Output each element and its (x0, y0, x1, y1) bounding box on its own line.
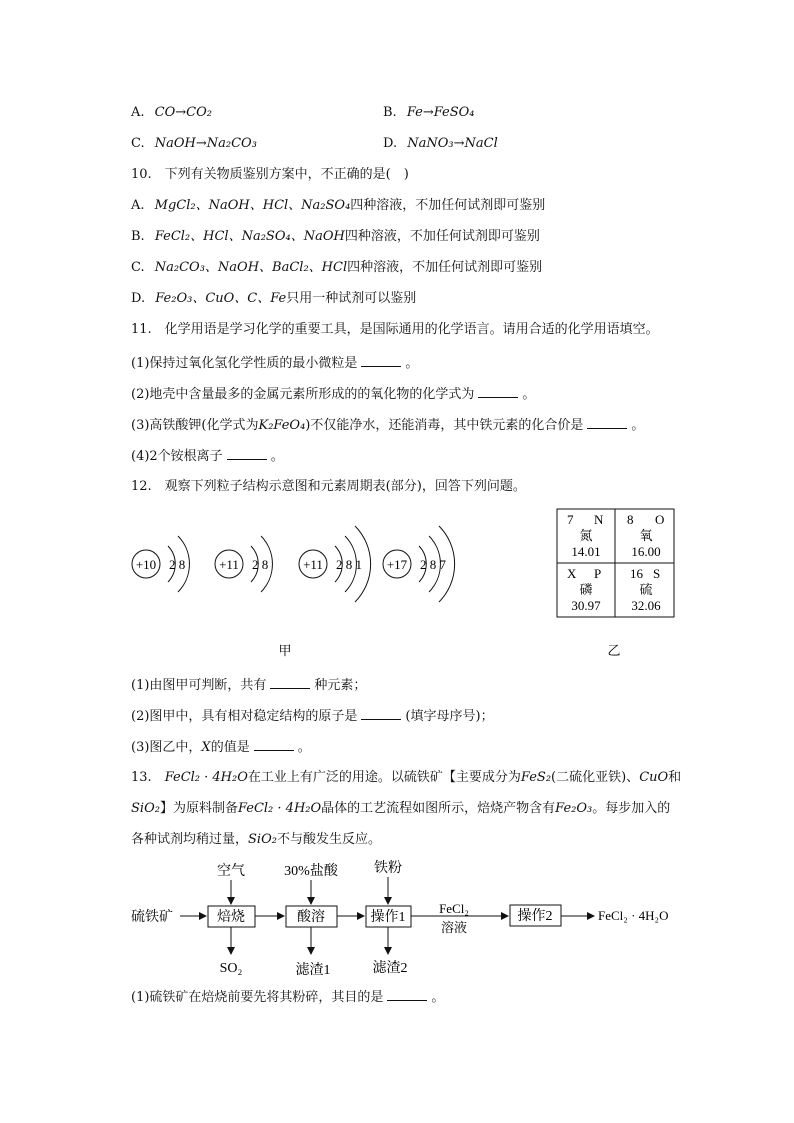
part-text: 种元素； (314, 678, 367, 693)
q9-option-d (383, 135, 498, 153)
atomic-number: 7 (567, 512, 574, 527)
option-formula: MgCl₂、NaOH、HCl、Na₂SO₄ (154, 198, 351, 213)
cell-n (567, 512, 604, 559)
part-text: )不仅能净水，还能消毒，其中铁元素的化合价是 (305, 418, 584, 433)
stem-text: 各种试剂均稍过量， (131, 832, 249, 847)
electron-shells: 2 8 (169, 557, 186, 572)
answer-blank[interactable] (227, 447, 267, 460)
flow-product: FeCl₂ · 4H₂O (598, 908, 669, 923)
atom-structure-diagrams (0, 506, 794, 666)
stem-text: 晶体的工艺流程如图所示，焙烧产物含有 (321, 801, 556, 816)
atomic-number: X (567, 566, 577, 581)
end-mark: 。 (297, 740, 311, 755)
atomic-mass: 30.97 (571, 598, 601, 613)
element-symbol: O (655, 512, 665, 527)
option-formula: FeCl₂、HCl、Na₂SO₄、NaOH (154, 229, 345, 244)
formula: FeS₂ (520, 770, 552, 785)
cell-o (627, 512, 664, 559)
nucleus-charge: +17 (386, 557, 408, 572)
part-text: (4)2个铵根离子 (131, 449, 223, 464)
atomic-number: 16 (630, 566, 643, 581)
option-formula: Fe₂O₃、CuO、C、Fe (155, 291, 287, 306)
element-symbol: N (594, 512, 604, 527)
stem-text: 不与酸发生反应。 (276, 832, 381, 847)
formula: FeCl₂ · 4H₂O (164, 770, 248, 785)
end-mark: 。 (631, 418, 645, 433)
figure-label-jia: 甲 (278, 643, 292, 658)
element-symbol: P (594, 566, 602, 581)
option-formula: NaOH→Na₂CO₃ (154, 136, 257, 151)
formula: SiO₂ (248, 832, 277, 847)
option-label: A. (131, 198, 145, 213)
answer-blank[interactable] (361, 707, 401, 720)
end-mark: 。 (270, 449, 284, 464)
option-label: B. (131, 229, 145, 244)
output-label: 滤渣2 (372, 961, 408, 976)
variable: X (201, 740, 211, 755)
part-text: (3)高铁酸钾(化学式为 (131, 418, 259, 433)
box-label: 操作1 (370, 910, 406, 925)
option-text: 四种溶液，不加任何试剂即可鉴别 (344, 229, 540, 244)
q10-option-c (131, 259, 542, 277)
q11-part3 (131, 416, 644, 435)
q11-part2 (131, 385, 535, 404)
formula: K₂FeO₄ (258, 418, 306, 433)
part-text: (2)地壳中含量最多的金属元素所形成的的氧化物的化学式为 (131, 387, 475, 402)
stem-text: 】为原料制备 (159, 801, 238, 816)
answer-blank[interactable] (587, 416, 627, 429)
option-formula: Fe→FeSO₄ (406, 105, 475, 120)
stem-text: 。每步加入的 (592, 801, 671, 816)
process-flow-diagram (0, 855, 794, 985)
atom-c (299, 526, 371, 666)
nucleus-charge: +11 (303, 557, 323, 572)
option-label: C. (131, 260, 145, 275)
q10-option-b (131, 228, 540, 246)
flow-start: 硫铁矿 (131, 910, 173, 925)
nucleus-charge: +11 (219, 557, 239, 572)
atom-a (132, 536, 189, 666)
option-label: D. (131, 291, 146, 306)
atomic-mass: 32.06 (631, 598, 661, 613)
box-label: 酸溶 (297, 910, 325, 925)
atomic-number: 8 (627, 512, 634, 527)
box-label: 焙烧 (217, 910, 245, 925)
formula: FeCl₂ · 4H₂O (237, 801, 322, 816)
mid-label-top: FeCl₂ (439, 901, 469, 916)
q10-option-d (131, 290, 416, 308)
part-text: (1)硫铁矿在焙烧前要先将其粉碎，其目的是 (131, 990, 384, 1005)
element-name: 硫 (639, 582, 653, 597)
q12-stem: 12. 观察下列粒子结构示意图和元素周期表(部分)，回答下列问题。 (131, 479, 526, 494)
element-name: 氮 (579, 528, 593, 543)
q13-stem-line1 (131, 769, 681, 787)
element-symbol: S (653, 566, 661, 581)
option-formula: CO→CO₂ (154, 105, 212, 120)
element-name: 磷 (579, 582, 593, 597)
electron-shells: 2 8 7 (420, 557, 446, 572)
stem-text: 和 (668, 770, 682, 785)
input-label: 铁粉 (374, 861, 402, 876)
electron-shells: 2 8 (252, 557, 269, 572)
atom-b (215, 536, 272, 666)
q13-stem-line3 (131, 831, 381, 849)
answer-blank[interactable] (270, 676, 310, 689)
answer-blank[interactable] (478, 385, 518, 398)
option-label: D. (383, 136, 398, 151)
option-text: 四种溶液，不加任何试剂即可鉴别 (347, 260, 543, 275)
stem-text: (二硫化亚铁)、 (551, 770, 640, 785)
q13-part1 (131, 988, 444, 1007)
electron-shells: 2 8 1 (336, 557, 362, 572)
box-label: 操作2 (517, 909, 553, 924)
element-name: 氧 (639, 528, 653, 543)
answer-blank[interactable] (361, 354, 401, 367)
q9-option-b (383, 104, 475, 122)
figure-label-yi: 乙 (607, 643, 621, 658)
output-label: SO₂ (219, 961, 243, 976)
part-text: (3)图乙中， (131, 740, 202, 755)
part-text: (1)由图甲可判断，共有 (131, 678, 267, 693)
option-text: 四种溶液，不加任何试剂即可鉴别 (350, 198, 546, 213)
part-text: 的值是 (210, 740, 250, 755)
part-text: (1)保持过氧化氢化学性质的最小微粒是 (131, 356, 358, 371)
q10-option-a (131, 197, 545, 215)
nucleus-charge: +10 (135, 557, 157, 572)
atomic-mass: 14.01 (571, 544, 601, 559)
q12-part3 (131, 738, 311, 757)
option-formula: NaNO₃→NaCl (407, 136, 498, 151)
option-text: 只用一种试剂可以鉴别 (286, 291, 417, 306)
end-mark: 。 (431, 990, 445, 1005)
cell-p (567, 566, 601, 613)
formula: SiO₂ (131, 801, 160, 816)
q13-stem-line2 (131, 800, 670, 818)
mid-label-bottom: 溶液 (440, 920, 468, 935)
part-text: (填字母序号)； (405, 709, 494, 724)
option-label: C. (131, 136, 145, 151)
cell-s (630, 566, 661, 613)
answer-blank[interactable] (387, 988, 427, 1001)
q9-option-a (131, 104, 212, 122)
option-label: A. (131, 105, 145, 120)
q9-option-c (131, 135, 257, 153)
stem-text: 在工业上有广泛的用途。以硫铁矿【主要成分为 (247, 770, 521, 785)
part-text: (2)图甲中，具有相对稳定结构的原子是 (131, 709, 358, 724)
atom-d (383, 526, 455, 666)
end-mark: 。 (522, 387, 536, 402)
q11-stem: 11. 化学用语是学习化学的重要工具，是国际通用的化学语言。请用合适的化学用语填空。 (131, 322, 659, 337)
q12-part2 (131, 707, 494, 726)
formula: Fe₂O₃ (555, 801, 593, 816)
q10-stem: 10. 下列有关物质鉴别方案中，不正确的是( ) (131, 167, 409, 182)
output-label: 滤渣1 (295, 963, 331, 978)
end-mark: 。 (405, 356, 419, 371)
periodic-table (557, 509, 674, 617)
atomic-mass: 16.00 (631, 544, 661, 559)
q12-part1 (131, 676, 366, 695)
formula: CuO (639, 770, 669, 785)
input-label: 30%盐酸 (284, 864, 338, 879)
option-label: B. (383, 105, 397, 120)
input-label: 空气 (217, 864, 245, 879)
question-number: 13. (131, 770, 165, 785)
option-formula: Na₂CO₃、NaOH、BaCl₂、HCl (154, 260, 348, 275)
q11-part1 (131, 354, 418, 373)
q11-part4 (131, 447, 284, 466)
answer-blank[interactable] (254, 738, 294, 751)
